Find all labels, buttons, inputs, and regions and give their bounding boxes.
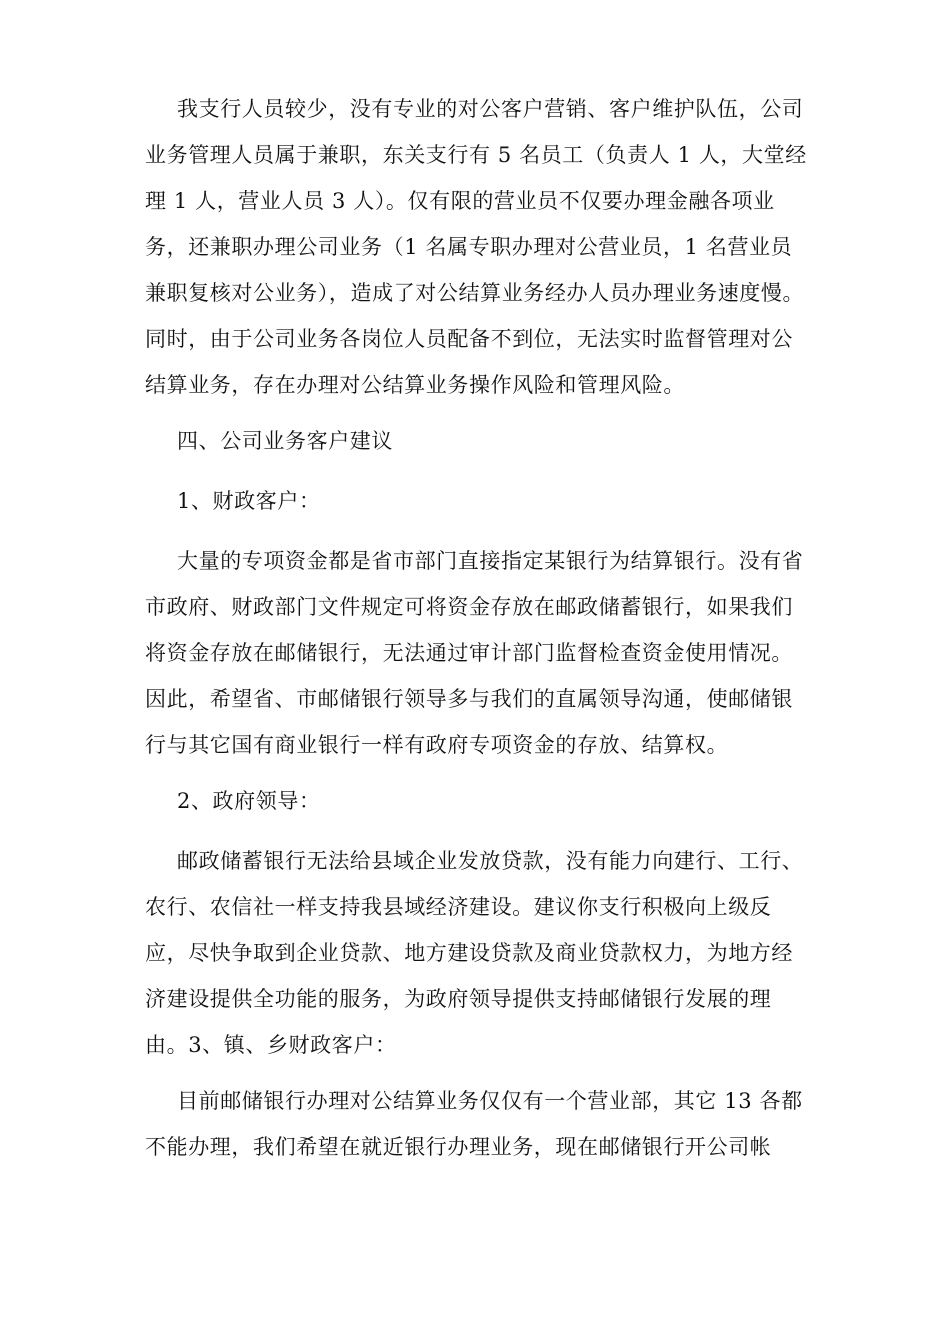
paragraph-township-finance: 目前邮储银行办理对公结算业务仅仅有一个营业部，其它 13 各都不能办理，我们希望在就近银行办理业务，现在邮储银行开公司帐 (145, 1089, 803, 1159)
section-heading-suggestions: 四、公司业务客户建议 (177, 429, 393, 453)
paragraph-government-leaders: 邮政储蓄银行无法给县域企业发放贷款，没有能力向建行、工行、农行、农信社一样支持我县域经济建设。建议你支行积极向上级反应，尽快争取到企业贷款、地方建设贷款及商业贷款权力，为地方经济建设提供全功能的服务，为政府领导提供支持邮储银行发展的理由。3、镇、乡财政客户： (145, 849, 804, 1057)
paragraph-finance-clients: 大量的专项资金都是省市部门直接指定某银行为结算银行。没有省市政府、财政部门文件规定可将资金存放在邮政储蓄银行，如果我们将资金存放在邮储银行，无法通过审计部门监督检查资金使用情况。因此，希望省、市邮储银行领导多与我们的直属领导沟通，使邮储银行与其它国有商业银行一样有政府专项资金的存放、结算权。 (145, 549, 804, 757)
subheading-government-leaders: 2、政府领导： (177, 789, 321, 813)
paragraph-staffing: 我支行人员较少，没有专业的对公客户营销、客户维护队伍，公司业务管理人员属于兼职，东关支行有 5 名员工（负责人 1 人，大堂经理 1 人，营业人员 3 人）。仅有限的营业员不仅要办理金融各项业务，还兼职办理公司业务（1 名属专职办理对公营业员，1 名营业员兼职复核对公业务），造成了对公结算业务经办人员办理业务速度慢。同时，由于公司业务各岗位人员配备不到位，无法实时监督管理对公结算业务，存在办理对公结算业务操作风险和管理风险。 (145, 97, 807, 397)
document-body (145, 86, 810, 1180)
subheading-finance-clients: 1、财政客户： (177, 489, 321, 513)
